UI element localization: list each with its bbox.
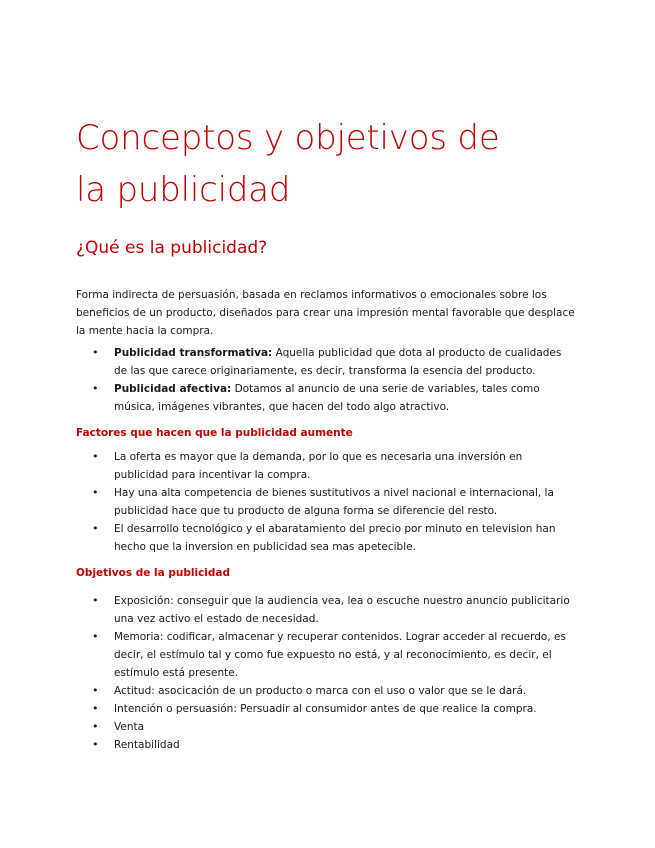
types-list: [76, 344, 576, 416]
list-item: • Rentabilidad: [114, 736, 576, 754]
factors-heading: Factores que hacen que la publicidad aumente: [76, 427, 353, 439]
title-line-2: la publicidad: [76, 170, 291, 210]
intro-paragraph: Forma indirecta de persuasión, basada en reclamos informativos o emocionales sobre los beneficios de un producto, diseñados para crear una impresión mental favorable que desplace la mente hacia la compra.: [76, 289, 575, 337]
list-item: • El desarrollo tecnológico y el abaratamiento del precio por minuto en television han hecho que la inversion en publicidad sea mas apetecible.: [114, 520, 576, 556]
list-item: [114, 380, 576, 416]
list-item: • Hay una alta competencia de bienes sustitutivos a nivel nacional e internacional, la publicidad hace que tu producto de alguna forma se diferencie del resto.: [114, 484, 576, 520]
section-subtitle: ¿Qué es la publicidad?: [76, 238, 268, 258]
list-item: • La oferta es mayor que la demanda, por lo que es necesaria una inversión en publicidad para incentivar la compra.: [114, 448, 576, 484]
list-item: • Exposición: conseguir que la audiencia vea, lea o escuche nuestro anuncio publicitario una vez activo el estado de necesidad.: [114, 592, 576, 628]
list-item-text: Dotamos al anuncio de una serie de variables, tales como música, imágenes vibrantes, que hacen del todo algo atractivo.: [114, 383, 540, 413]
document-page: [76, 112, 576, 754]
objectives-list: [76, 592, 576, 754]
list-item-term: Publicidad transformativa:: [114, 347, 273, 359]
list-item: • Venta: [114, 718, 576, 736]
objectives-heading: Objetivos de la publicidad: [76, 567, 231, 579]
list-item-text: Aquella publicidad que dota al producto de cualidades de las que carece originariamente, es decir, transforma la esencia del producto.: [114, 347, 562, 377]
list-item: • Memoria: codificar, almacenar y recuperar contenidos. Lograr acceder al recuerdo, es decir, el estímulo tal y como fue expuesto no está, y al reconocimiento, es decir, el estímulo está presente.: [114, 628, 576, 682]
list-item-term: Publicidad afectiva:: [114, 383, 232, 395]
list-item: • Intención o persuasión: Persuadir al consumidor antes de que realice la compra.: [114, 700, 576, 718]
document-title: [76, 112, 576, 216]
list-item: • Actitud: asocicación de un producto o marca con el uso o valor que se le dará.: [114, 682, 576, 700]
list-item: [114, 344, 576, 380]
factors-list: [76, 448, 576, 556]
title-line-1: Conceptos y objetivos de: [76, 118, 500, 158]
